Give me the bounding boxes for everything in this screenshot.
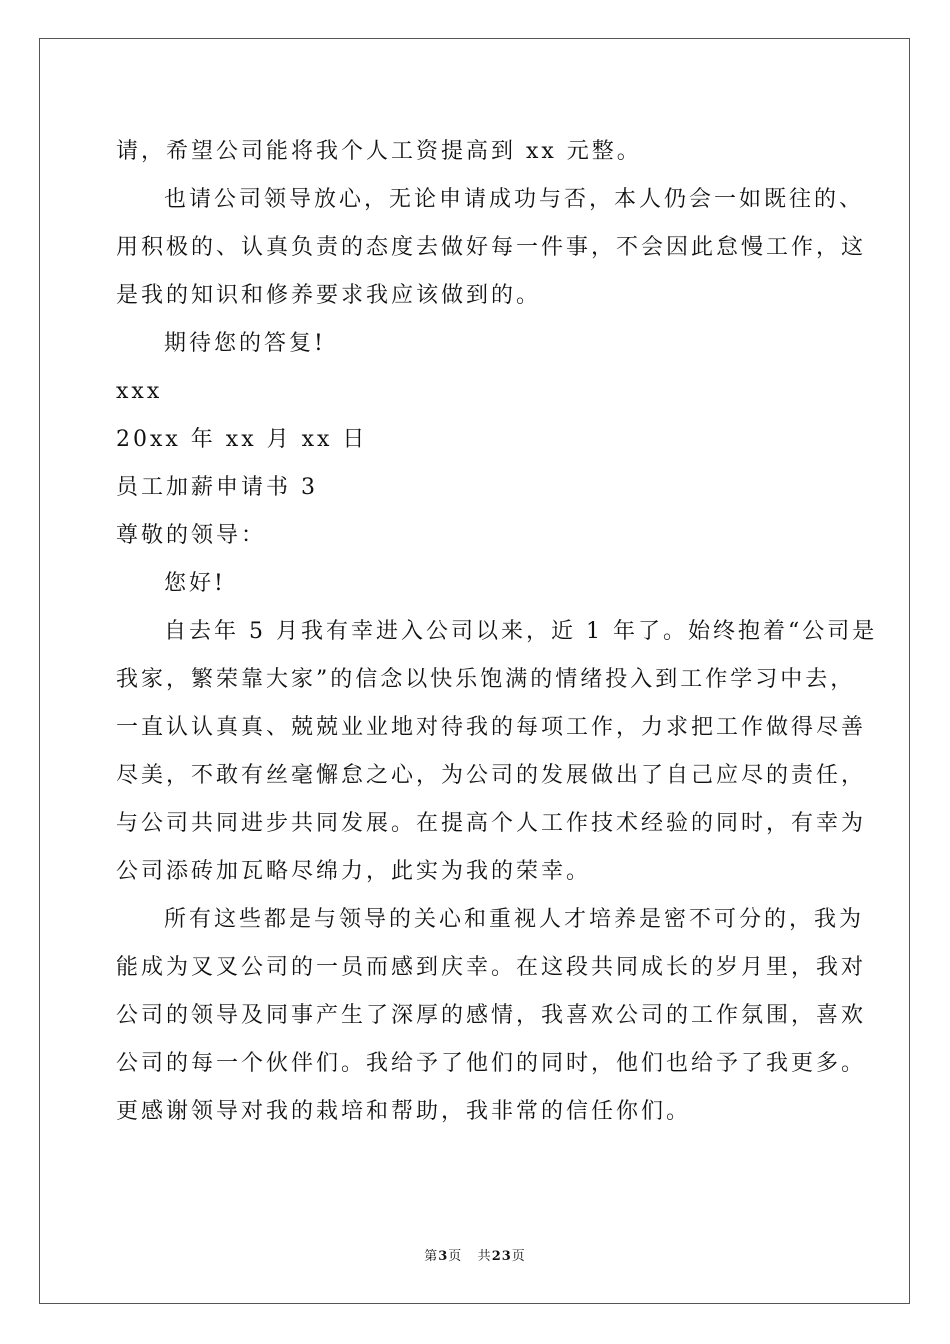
- body-line-15: 与公司共同进步共同发展。在提高个人工作技术经验的同时，有幸为: [116, 811, 867, 836]
- body-line-16: 公司添砖加瓦略尽绵力，此实为我的荣幸。: [116, 859, 592, 884]
- document-body: [116, 128, 878, 1136]
- footer-total-suffix: 页: [511, 1249, 526, 1264]
- body-line-4: 是我的知识和修养要求我应该做到的。: [116, 283, 542, 308]
- signature-date: 20xx 年 xx 月 xx 日: [116, 427, 368, 452]
- body-line-18: 能成为叉叉公司的一员而感到庆幸。在这段共同成长的岁月里，我对: [116, 955, 867, 980]
- body-line-2: 也请公司领导放心，无论申请成功与否，本人仍会一如既往的、: [164, 187, 865, 212]
- body-line-20: 公司的每一个伙伴们。我给予了他们的同时，他们也给予了我更多。: [116, 1051, 867, 1076]
- section-title: 员工加薪申请书 3: [116, 475, 318, 500]
- body-line-19: 公司的领导及同事产生了深厚的感情，我喜欢公司的工作氛围，喜欢: [116, 1003, 867, 1028]
- footer-page-suffix: 页: [448, 1249, 463, 1264]
- signature-name: xxx: [116, 379, 163, 404]
- body-line-21: 更感谢领导对我的栽培和帮助，我非常的信任你们。: [116, 1099, 692, 1124]
- greeting: 您好!: [164, 571, 226, 596]
- footer-prefix: 第: [424, 1249, 439, 1264]
- page-footer: [0, 1245, 950, 1264]
- footer-current-page: 3: [438, 1249, 449, 1264]
- footer-total-pages: 23: [491, 1249, 512, 1264]
- body-line-13: 一直认认真真、兢兢业业地对待我的每项工作，力求把工作做得尽善: [116, 715, 867, 740]
- body-line-1: 请，希望公司能将我个人工资提高到 xx 元整。: [116, 139, 642, 164]
- footer-total-prefix: 共: [477, 1249, 492, 1264]
- salutation: 尊敬的领导：: [116, 523, 267, 548]
- body-line-14: 尽美，不敢有丝毫懈怠之心，为公司的发展做出了自己应尽的责任，: [116, 763, 867, 788]
- body-line-12: 我家，繁荣靠大家”的信念以快乐饱满的情绪投入到工作学习中去，: [116, 667, 856, 692]
- body-line-3: 用积极的、认真负责的态度去做好每一件事，不会因此怠慢工作，这: [116, 235, 867, 260]
- body-line-11: 自去年 5 月我有幸进入公司以来，近 1 年了。始终抱着“公司是: [164, 619, 878, 644]
- closing-line: 期待您的答复!: [164, 331, 326, 356]
- body-line-17: 所有这些都是与领导的关心和重视人才培养是密不可分的，我为: [164, 907, 865, 932]
